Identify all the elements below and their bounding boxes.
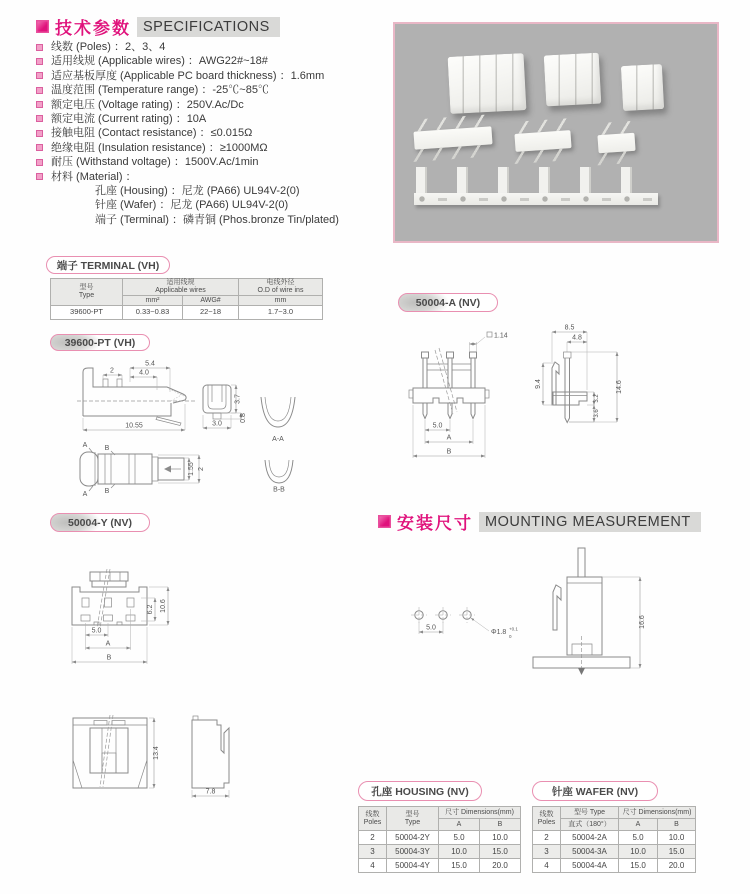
photo-carrier-strip: [414, 193, 658, 205]
spec-item: [36, 98, 406, 112]
cell-a: 5.0: [619, 831, 658, 845]
cell-a: 15.0: [439, 859, 480, 873]
cell-type: 50004-3Y: [387, 845, 439, 859]
spec-material-wafer: 针座 (Wafer) ：尼龙 (PA66) UL94V-2(0): [95, 199, 289, 212]
spec-item: [36, 54, 406, 68]
wafer-table: [532, 806, 696, 873]
dim-tip-h2: 2: [198, 467, 205, 471]
dim-pitch: 5.0: [432, 422, 443, 430]
cell-a: 10.0: [619, 845, 658, 859]
table-row: [359, 859, 521, 873]
spec-material-terminal: 端子 (Terminal) ：磷青铜 (Phos.bronze Tin/plated): [95, 213, 339, 226]
housing-front-view: [72, 569, 168, 664]
spec-text: 温度范围 (Temperature range) ：-25℃~85℃: [51, 84, 269, 97]
spec-text: 绝缘电阻 (Insulation resistance) ：≥1000MΩ: [51, 141, 268, 154]
cell-poles: 2: [359, 831, 387, 845]
dim-sec-h: 3.7: [234, 394, 242, 404]
spec-text: 接触电阻 (Contact resistance) ：≤0.015Ω: [51, 127, 253, 140]
spec-item: [36, 69, 406, 83]
table-row: [533, 845, 696, 859]
section-bullet-icon: [378, 515, 391, 528]
col-header-dims: 尺寸 Dimensions(mm): [619, 807, 696, 819]
housing-front-drawing: [50, 545, 340, 695]
cell-a: 15.0: [619, 859, 658, 873]
spec-item: [36, 155, 406, 169]
mounted-connector-side-view: [533, 548, 646, 675]
dim-hole-tol-up: +0.1: [509, 626, 518, 632]
dim-h-inner: 6.2: [147, 604, 154, 615]
housing-rear-side-drawings: [50, 695, 340, 810]
list-bullet-icon: [36, 115, 43, 122]
col-header-poles: 线数 Poles: [359, 807, 387, 831]
dim-slot-gap: 2: [110, 367, 114, 375]
cell-a: 10.0: [439, 845, 480, 859]
list-bullet-icon: [36, 72, 43, 79]
cell-type: 50004-4Y: [387, 859, 439, 873]
dim-h-body: 10.6: [160, 599, 167, 613]
dim-hole-tol-dn: 0: [509, 634, 512, 639]
table-row: [533, 859, 696, 873]
dim-b: B: [446, 448, 452, 456]
dim-a: A: [446, 434, 452, 442]
dim-tip-h: 1.55: [188, 462, 195, 476]
dim-hole-dia: Φ1.8: [491, 629, 507, 636]
photo-housing-2pole: [621, 64, 664, 111]
spec-text: 适应基板厚度 (Applicable PC board thickness) ：1.6mm: [51, 69, 325, 82]
dim-length: 10.55: [125, 422, 143, 430]
dim-h-total: 14.6: [616, 380, 623, 394]
terminal-part-label: 39600-PT (VH): [50, 334, 150, 351]
cell-poles: 4: [533, 859, 561, 873]
dim-h-base: 3.2: [594, 394, 600, 403]
mounting-drawing: [390, 538, 725, 695]
terminal-drawings: [45, 352, 325, 500]
dim-a: A: [105, 640, 111, 648]
cell-poles: 2: [533, 831, 561, 845]
cell-mm2: 0.33~0.83: [123, 306, 183, 320]
list-bullet-icon: [36, 87, 43, 94]
dim-mount-height: 16.6: [639, 615, 646, 629]
cell-type: 50004-3A: [561, 845, 619, 859]
dim-h-pin: 3.6: [594, 409, 600, 418]
spec-item: [36, 112, 406, 126]
photo-terminal-strip: [414, 167, 658, 205]
col-header-wires: 适用线规 Applicable wires: [123, 279, 239, 296]
wafer-table-label: 针座 WAFER (NV): [532, 781, 658, 801]
section-bullet-icon: [36, 20, 49, 33]
terminal-cross-section: [203, 385, 247, 428]
square-symbol-icon: [487, 332, 492, 337]
col-subheader-mm2: mm²: [123, 296, 183, 306]
housing-rear-view: [73, 715, 160, 788]
dim-w-top: 4.8: [572, 334, 582, 342]
mark-a-top: A: [82, 442, 88, 449]
housing-part-label: 50004-Y (NV): [50, 513, 150, 532]
specifications-title-en: SPECIFICATIONS: [137, 17, 280, 37]
table-row: [359, 845, 521, 859]
section-a-a: [261, 397, 295, 443]
col-subheader-mm: mm: [239, 296, 323, 306]
photo-housing-4pole: [448, 53, 527, 114]
spec-text: 耐压 (Withstand voltage) ：1500V.Ac/1min: [51, 156, 259, 169]
cell-b: 15.0: [658, 845, 696, 859]
list-bullet-icon: [36, 130, 43, 137]
housing-table-label: 孔座 HOUSING (NV): [358, 781, 482, 801]
spec-item: [36, 83, 406, 97]
cell-b: 20.0: [480, 859, 521, 873]
spec-text: 适用线规 (Applicable wires) ：AWG22#~18#: [51, 55, 268, 68]
mark-b-bottom: B: [104, 488, 110, 495]
section-b-b: [265, 460, 293, 494]
label-a-a: A-A: [272, 436, 284, 443]
cell-od: 1.7~3.0: [239, 306, 323, 320]
list-bullet-icon: [36, 159, 43, 166]
cell-poles: 3: [533, 845, 561, 859]
terminal-section-label: 端子 TERMINAL (VH): [46, 256, 170, 274]
table-row: [51, 306, 323, 320]
cell-poles: 3: [359, 845, 387, 859]
cell-poles: 4: [359, 859, 387, 873]
dim-w-tip: 5.4: [145, 360, 155, 368]
mark-a-bottom: A: [82, 491, 88, 498]
col-header-poles: 线数 Poles: [533, 807, 561, 831]
dim-pin-sq: 1.14: [494, 332, 508, 340]
cell-b: 10.0: [658, 831, 696, 845]
cell-b: 20.0: [658, 859, 696, 873]
spec-text: 额定电压 (Voltage rating) ：250V.Ac/Dc: [51, 98, 244, 111]
mounting-title-en: MOUNTING MEASUREMENT: [479, 512, 701, 532]
dim-sec-w: 3.0: [212, 420, 222, 428]
list-bullet-icon: [36, 58, 43, 65]
col-header-type: 型号 Type: [51, 279, 123, 306]
dim-w-total: 8.5: [564, 324, 575, 332]
col-subheader-b: B: [480, 819, 521, 831]
spec-material-housing: 孔座 (Housing) ：尼龙 (PA66) UL94V-2(0): [95, 184, 300, 197]
terminal-top-view: [80, 442, 205, 498]
cell-type: 39600-PT: [51, 306, 123, 320]
photo-wafer-2pole: [597, 133, 635, 154]
cell-type: 50004-4A: [561, 859, 619, 873]
spec-item: [36, 170, 406, 184]
dim-b: B: [106, 654, 112, 662]
table-row: [359, 831, 521, 845]
dim-h-rear: 13.4: [153, 746, 160, 760]
col-subheader-b: B: [658, 819, 696, 831]
col-header-od: 电线外径 O.D of wire ins: [239, 279, 323, 296]
list-bullet-icon: [36, 173, 43, 180]
dim-w-inner: 4.0: [139, 369, 149, 377]
cell-a: 5.0: [439, 831, 480, 845]
spec-text: 线数 (Poles) ：2、3、4: [51, 41, 166, 53]
mark-b-top: B: [104, 445, 110, 452]
cell-b: 15.0: [480, 845, 521, 859]
cell-type: 50004-2Y: [387, 831, 439, 845]
pcb-hole-layout: [411, 607, 518, 639]
spec-item: [36, 126, 406, 140]
spec-list: [36, 40, 406, 227]
dim-pitch: 5.0: [91, 627, 102, 635]
cell-awg: 22~18: [183, 306, 239, 320]
housing-table: [358, 806, 521, 873]
dim-h-body: 9.4: [535, 379, 542, 389]
col-header-type: 型号 Type: [561, 807, 619, 819]
spec-item: [36, 141, 406, 155]
dim-tab: 0.8: [240, 413, 247, 423]
col-subheader-straight: 直式（180°）: [561, 819, 619, 831]
dim-hole-pitch: 5.0: [426, 624, 436, 632]
list-bullet-icon: [36, 44, 43, 51]
wafer-drawings: [395, 316, 725, 502]
wafer-side-view: [535, 325, 623, 423]
list-bullet-icon: [36, 101, 43, 108]
cell-b: 10.0: [480, 831, 521, 845]
mounting-title-zh: 安装尺寸: [397, 514, 473, 533]
housing-side-view: [192, 716, 229, 798]
col-subheader-awg: AWG#: [183, 296, 239, 306]
photo-wafer-3pole: [514, 130, 571, 152]
label-b-b: B-B: [273, 486, 285, 494]
col-header-type: 型号 Type: [387, 807, 439, 831]
cell-type: 50004-2A: [561, 831, 619, 845]
product-photo: [393, 22, 719, 243]
col-header-dims: 尺寸 Dimensions(mm): [439, 807, 521, 819]
spec-text: 材料 (Material) ：: [51, 170, 137, 183]
wafer-front-view: [409, 332, 508, 458]
photo-terminals: [416, 167, 660, 194]
col-subheader-a: A: [619, 819, 658, 831]
specifications-header: [36, 14, 280, 39]
photo-wafer-4pole: [413, 126, 492, 149]
spec-item: [36, 40, 406, 54]
terminal-spec-table: [50, 278, 323, 320]
spec-text: 额定电流 (Current rating) ：10A: [51, 112, 207, 125]
wafer-part-label: 50004-A (NV): [398, 293, 498, 312]
photo-housing-3pole: [544, 53, 602, 107]
terminal-side-view: [77, 361, 195, 431]
list-bullet-icon: [36, 144, 43, 151]
dim-w-side: 7.8: [205, 788, 216, 796]
col-subheader-a: A: [439, 819, 480, 831]
specifications-title-zh: 技术参数: [55, 19, 131, 38]
table-row: [533, 831, 696, 845]
mounting-header: [378, 509, 701, 534]
